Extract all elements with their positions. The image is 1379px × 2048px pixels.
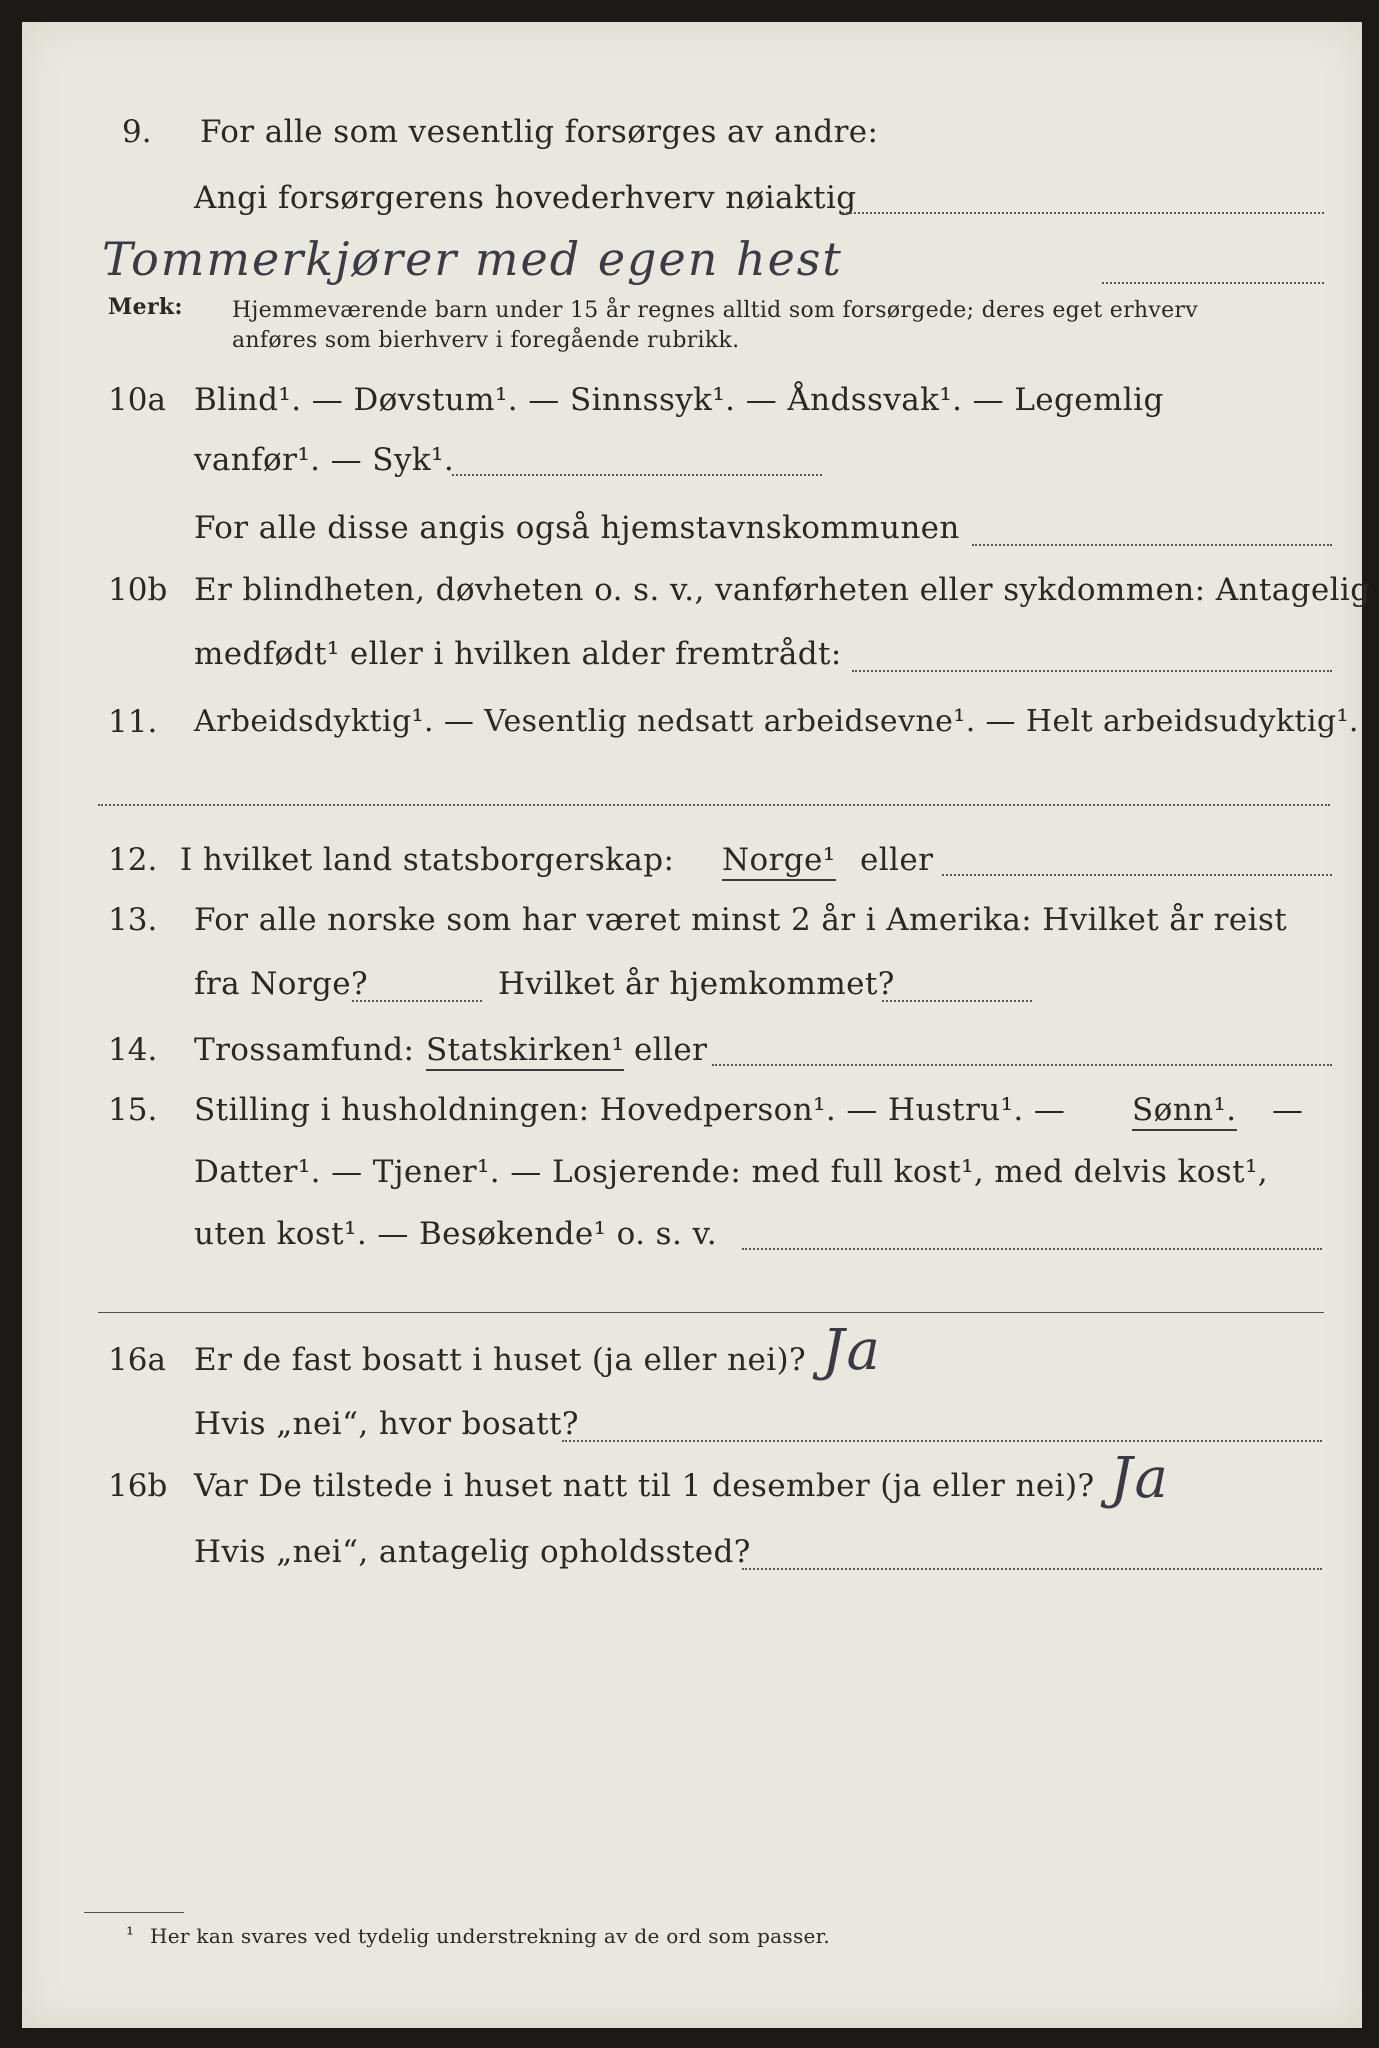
q15-line-1a: Stilling i husholdningen: Hovedperson¹. — Hustru¹. —	[194, 1092, 1066, 1128]
merk-line-2: anføres som bierhverv i foregående rubrikk.	[232, 328, 740, 353]
q16b-line-1: Var De tilstede i huset natt til 1 desember (ja eller nei)?	[194, 1468, 1095, 1504]
q13-line-2a: fra Norge?	[194, 966, 369, 1002]
q12-answer-line[interactable]	[942, 874, 1332, 876]
q9-number: 9.	[122, 114, 152, 150]
q11-answer-line[interactable]	[98, 804, 1330, 806]
q9-heading: For alle som vesentlig forsørges av andre:	[200, 114, 879, 150]
q16a-line-1: Er de fast bosatt i huset (ja eller nei)?	[194, 1342, 807, 1378]
q10a-line-3: For alle disse angis også hjemstavnskommunen	[194, 510, 960, 546]
q14-prefix: Trossamfund:	[194, 1032, 415, 1068]
q12-number: 12.	[108, 842, 158, 878]
footnote-mark: ¹	[126, 1922, 135, 1946]
q12-norge-underlined[interactable]: Norge¹	[722, 842, 836, 881]
q10b-number: 10b	[108, 572, 168, 608]
q10a-syk-line[interactable]	[452, 474, 822, 476]
q9-handwritten-answer[interactable]: Tommerkjører med egen hest	[102, 232, 843, 286]
q9-answer-line-1[interactable]	[842, 212, 1324, 214]
q10b-line-2: medfødt¹ eller i hvilken alder fremtrådt:	[194, 636, 842, 672]
q13-reist-line[interactable]	[352, 1000, 482, 1002]
q14-statskirken-underlined[interactable]: Statskirken¹	[426, 1032, 624, 1071]
merk-line-1: Hjemmeværende barn under 15 år regnes alltid som forsørgede; deres eget erhverv	[232, 298, 1198, 323]
section-divider	[98, 1312, 1324, 1313]
q14-suffix: eller	[634, 1032, 708, 1068]
q13-number: 13.	[108, 902, 158, 938]
q16a-handwritten-answer[interactable]: Ja	[822, 1318, 882, 1383]
footnote-rule	[84, 1912, 184, 1913]
q15-number: 15.	[108, 1092, 158, 1128]
q13-line-1: For alle norske som har været minst 2 år i Amerika: Hvilket år reist	[194, 902, 1288, 938]
q15-sonn-underlined[interactable]: Sønn¹.	[1132, 1092, 1237, 1131]
q10b-line-1: Er blindheten, døvheten o. s. v., vanførheten eller sykdommen: Antagelig	[194, 572, 1371, 608]
q13-hjemkommet-line[interactable]	[882, 1000, 1032, 1002]
q13-line-2b: Hvilket år hjemkommet?	[498, 966, 895, 1002]
q11-line-1: Arbeidsdyktig¹. — Vesentlig nedsatt arbeidsevne¹. — Helt arbeidsudyktig¹.	[194, 704, 1359, 739]
q12-suffix: eller	[860, 842, 934, 878]
q14-number: 14.	[108, 1032, 158, 1068]
q9-answer-line-2[interactable]	[1102, 282, 1324, 284]
q15-line-2: Datter¹. — Tjener¹. — Losjerende: med full kost¹, med delvis kost¹,	[194, 1154, 1269, 1190]
merk-label: Merk:	[108, 294, 183, 320]
q10a-line-1: Blind¹. — Døvstum¹. — Sinnssyk¹. — Åndssvak¹. — Legemlig	[194, 382, 1164, 418]
q16b-line-2: Hvis „nei“, antagelig opholdssted?	[194, 1534, 751, 1570]
q16b-answer-line[interactable]	[742, 1568, 1322, 1570]
q15-line-3: uten kost¹. — Besøkende¹ o. s. v.	[194, 1216, 717, 1252]
q16b-handwritten-answer[interactable]: Ja	[1110, 1446, 1170, 1511]
q9-prompt: Angi forsørgerens hovederhverv nøiaktig	[194, 180, 857, 216]
q16a-number: 16a	[108, 1342, 166, 1378]
q15-line-1c: —	[1272, 1092, 1304, 1128]
q16a-answer-line[interactable]	[562, 1440, 1322, 1442]
q10b-answer-line[interactable]	[852, 670, 1332, 672]
q10a-line-2: vanfør¹. — Syk¹.	[194, 442, 455, 478]
q15-answer-line[interactable]	[742, 1248, 1322, 1250]
q16b-number: 16b	[108, 1468, 168, 1504]
q14-answer-line[interactable]	[712, 1064, 1332, 1066]
q10a-kommune-line[interactable]	[972, 544, 1332, 546]
q12-prefix: I hvilket land statsborgerskap:	[180, 842, 675, 878]
q11-number: 11.	[108, 704, 158, 740]
footnote-text: Her kan svares ved tydelig understrekning av de ord som passer.	[150, 1924, 830, 1948]
q10a-number: 10a	[108, 382, 166, 418]
census-form-page	[22, 22, 1371, 2028]
q16a-line-2: Hvis „nei“, hvor bosatt?	[194, 1406, 579, 1442]
